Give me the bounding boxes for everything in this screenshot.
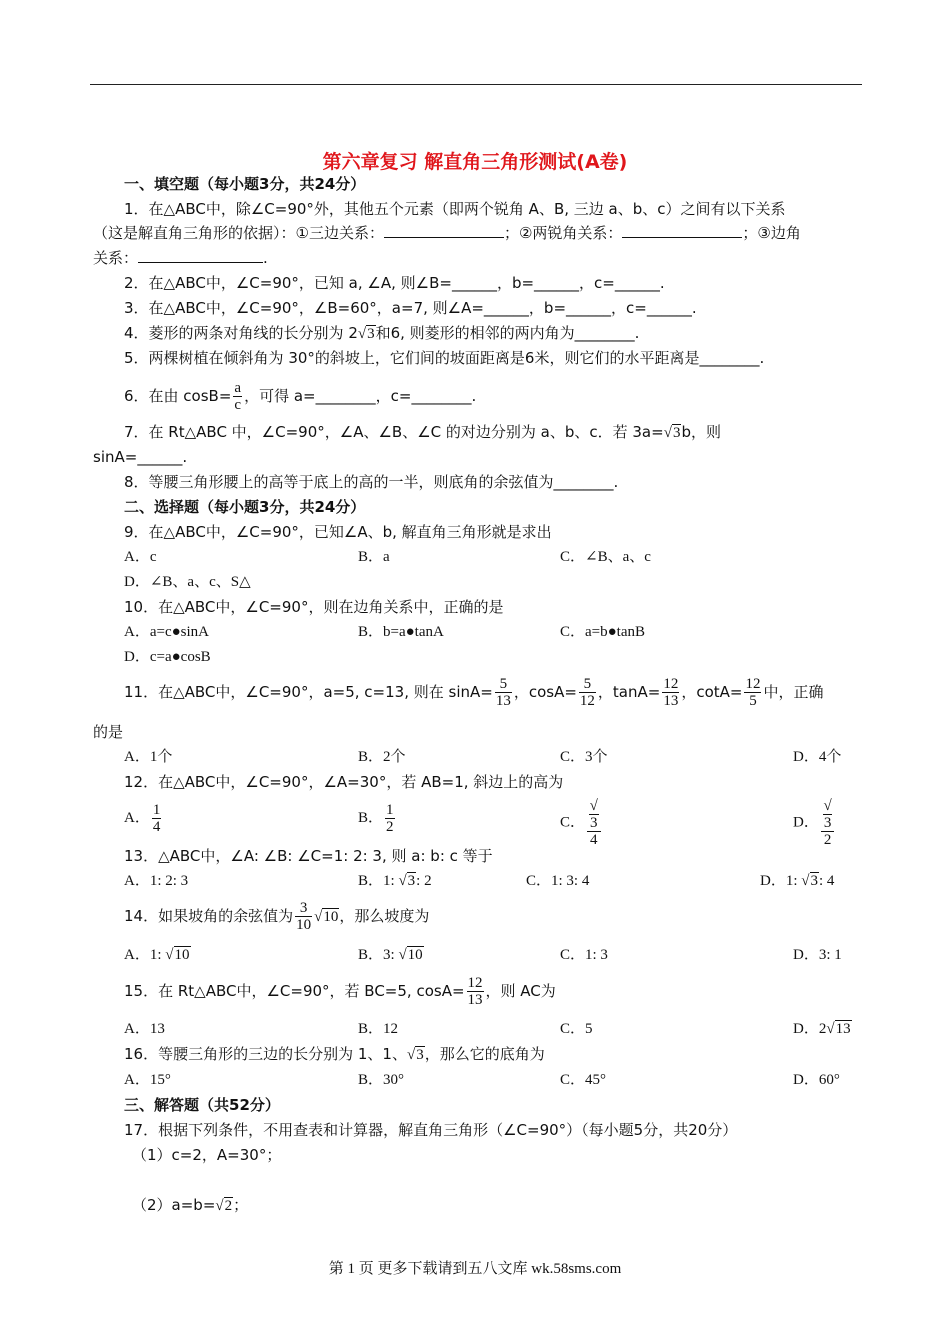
q9-stem: 9．在△ABC中，∠C=90°，已知∠A、b, 解直角三角形就是求出	[124, 523, 552, 541]
q11-f1-den: 13	[495, 693, 511, 709]
q11-stem	[124, 672, 823, 712]
q11-m3: ，cotA=	[681, 683, 743, 701]
q15-pre: 15．在 Rt△ABC中，∠C=90°，若 BC=5, cosA=	[124, 982, 465, 1000]
q17-stem: 17．根据下列条件，不用查表和计算器，解直角三角形（∠C=90°）（每小题5分，共20分）	[124, 1121, 738, 1139]
option-letter: B．	[358, 810, 384, 826]
q5: 5．两棵树植在倾斜角为 30°的斜坡上，它们间的坡面距离是6米，则它们的水平距离是________.	[124, 349, 765, 367]
q16-option-c[interactable]: C．45°	[560, 1072, 607, 1088]
answer-blank[interactable]	[138, 248, 263, 263]
q12-d-radicand: 3	[823, 815, 832, 831]
q16-option-d[interactable]: D．60°	[793, 1072, 840, 1088]
fraction	[579, 676, 596, 709]
q17-part1: （1）c=2，A=30°；	[132, 1146, 282, 1164]
q4-pre: 4．菱形的两条对角线的长分别为 2	[124, 324, 358, 342]
q12-c-den: 4	[590, 832, 598, 848]
q1-line3-text: 关系：	[93, 249, 139, 267]
q1-line2-text: （这是解直角三角形的依据）：①三边关系：	[93, 224, 384, 242]
sqrt-symbol: √3	[801, 873, 818, 889]
q15-den: 13	[467, 992, 483, 1008]
q1-line3	[93, 248, 268, 268]
q7-radicand: 3	[672, 425, 681, 441]
q14-den: 10	[296, 917, 312, 933]
q14-pre: 14．如果坡角的余弦值为	[124, 907, 294, 925]
q12-option-d[interactable]	[793, 798, 836, 848]
q9-option-d[interactable]: D．∠B、a、c、S△	[124, 574, 251, 590]
sqrt-symbol: √10	[165, 947, 190, 963]
q12-d-num: √ 3	[821, 798, 835, 832]
q11-f4-den: 5	[749, 693, 757, 709]
page-footer: 第 1 页 更多下载请到五八文库 wk.58sms.com	[328, 1261, 622, 1277]
option-letter: C．	[560, 814, 586, 831]
q4-radicand: 3	[367, 326, 375, 342]
q11-option-d[interactable]: D．4个	[793, 749, 842, 765]
q14-option-c[interactable]: C．1: 3	[560, 947, 608, 963]
q7-text2: b，则	[681, 423, 721, 441]
fraction	[152, 802, 162, 835]
q13-d-post: : 4	[819, 873, 835, 889]
q11-m1: ，cosA=	[513, 683, 577, 701]
q13-b-pre: B．1:	[358, 873, 399, 889]
option-letter: A．	[124, 810, 150, 826]
q14-post: ，那么坡度为	[339, 907, 430, 925]
q14-option-b[interactable]	[358, 945, 424, 965]
q12-a-num: 1	[152, 802, 161, 819]
q15-stem	[124, 971, 556, 1011]
q9-option-a[interactable]: A．c	[124, 549, 157, 565]
q12-d-den: 2	[823, 832, 832, 848]
fraction	[587, 798, 601, 848]
sqrt-symbol: √3	[357, 326, 375, 342]
q10-option-c[interactable]: C．a=b●tanB	[560, 624, 646, 640]
q11-option-b[interactable]: B．2个	[358, 749, 406, 765]
q13-b-radicand: 3	[407, 873, 416, 889]
q15-option-d[interactable]	[793, 1019, 852, 1039]
q15-num: 12	[467, 975, 483, 991]
q12-option-a[interactable]	[124, 798, 163, 838]
q14-b-pre: B．3:	[358, 947, 399, 963]
q4-post: 和6, 则菱形的相邻的两内角为________.	[375, 324, 640, 342]
q16-option-a[interactable]: A．15°	[124, 1072, 171, 1088]
sqrt-symbol: √3	[398, 873, 416, 889]
q15-option-c[interactable]: C．5	[560, 1021, 593, 1037]
q6	[124, 376, 476, 416]
q6-post: ，可得 a=________，c=________.	[244, 387, 477, 405]
q13-option-b[interactable]	[358, 871, 432, 891]
fraction	[821, 798, 835, 848]
q12-a-den: 4	[152, 819, 161, 836]
q17-part2	[132, 1195, 248, 1216]
q12-c-radicand: 3	[590, 815, 598, 831]
q16-stem	[124, 1044, 545, 1065]
q13-option-c[interactable]: C．1: 3: 4	[526, 873, 590, 889]
q9-option-c[interactable]: C．∠B、a、c	[560, 549, 651, 565]
q9-option-b[interactable]: B．a	[358, 549, 390, 565]
q14-radicand: 10	[323, 909, 339, 925]
sqrt-symbol: √10	[398, 947, 423, 963]
fraction	[385, 802, 395, 835]
q13-stem: 13．△ABC中，∠A: ∠B: ∠C=1: 2: 3, 则 a: b: c 等于	[124, 847, 493, 865]
q1-line1: 1．在△ABC中，除∠C=90°外，其他五个元素（即两个锐角 A、B, 三边 a、b、c）之间有以下关系	[124, 200, 786, 218]
q11-pre: 11．在△ABC中，∠C=90°，a=5, c=13, 则在 sinA=	[124, 683, 493, 701]
q14-num: 3	[295, 900, 312, 917]
section-solve: 三、解答题（共52分）	[124, 1096, 280, 1114]
q10-stem: 10．在△ABC中，∠C=90°，则在边角关系中，正确的是	[124, 598, 504, 616]
header-rule	[90, 84, 862, 85]
fraction	[495, 676, 512, 709]
q15-d-radicand: 13	[835, 1021, 851, 1037]
q1-line2	[93, 223, 801, 243]
q11-m2: ，tanA=	[597, 683, 661, 701]
q15-option-b[interactable]: B．12	[358, 1021, 399, 1037]
q2: 2．在△ABC中，∠C=90°，已知 a, ∠A, 则∠B=______，b=______，c=______.	[124, 274, 665, 292]
q7-text: 7．在 Rt△ABC 中，∠C=90°，∠A、∠B、∠C 的对边分别为 a、b、c．若 3a=	[124, 423, 664, 441]
q6-pre: 6．在由 cosB=	[124, 387, 232, 405]
q12-stem: 12．在△ABC中，∠C=90°，∠A=30°，若 AB=1, 斜边上的高为	[124, 773, 564, 791]
q14-option-d[interactable]: D．3: 1	[793, 947, 842, 963]
q16-pre: 16．等腰三角形的三边的长分别为 1、1、	[124, 1045, 407, 1063]
fraction	[295, 900, 312, 933]
q11-f2-num: 5	[579, 676, 596, 693]
q17-part2-post: ；	[233, 1196, 249, 1214]
page-title: 第六章复习 解直角三角形测试(A卷)	[322, 151, 628, 173]
q11-f1-num: 5	[495, 676, 512, 693]
q10-option-b[interactable]: B．b=a●tanA	[358, 624, 444, 640]
q13-d-radicand: 3	[810, 873, 818, 889]
q13-option-a[interactable]: A．1: 2: 3	[124, 873, 189, 889]
q7-line2: sinA=______.	[93, 448, 188, 466]
section-fill-in: 一、填空题（每小题3分，共24分）	[124, 175, 366, 193]
answer-blank[interactable]	[384, 223, 504, 238]
q11-f2-den: 12	[579, 693, 595, 709]
fraction	[662, 676, 679, 709]
q15-option-a[interactable]: A．13	[124, 1021, 165, 1037]
q17-part2-radicand: 2	[224, 1198, 233, 1214]
q13-b-post: : 2	[416, 873, 432, 889]
q16-post: ，那么它的底角为	[424, 1045, 545, 1063]
q14-b-radicand: 10	[407, 947, 423, 963]
fraction	[467, 975, 484, 1008]
q4	[124, 323, 639, 344]
sqrt-symbol: √3	[663, 425, 681, 441]
q12-c-num: √ 3	[587, 798, 601, 832]
q15-post: ，则 AC为	[485, 982, 556, 1000]
q11-f3-den: 13	[663, 693, 679, 709]
q6-den: c	[234, 397, 242, 413]
q14-a-pre: A．1:	[124, 947, 166, 963]
q12-b-num: 1	[386, 802, 394, 819]
q17-part2-pre: （2）a=b=	[132, 1196, 216, 1214]
q12-option-c[interactable]	[560, 798, 603, 848]
q11-option-c[interactable]: C．3个	[560, 749, 608, 765]
q14-option-a[interactable]	[124, 945, 191, 965]
q15-d-pre: D．2	[793, 1021, 827, 1037]
q6-num: a	[234, 380, 242, 396]
q11-f3-num: 12	[663, 676, 679, 692]
answer-blank[interactable]	[622, 223, 742, 238]
q11-option-a[interactable]: A．1个	[124, 749, 173, 765]
q14-a-radicand: 10	[174, 947, 190, 963]
fraction	[744, 676, 761, 709]
q12-option-b[interactable]	[358, 798, 397, 838]
q1-line3-end: .	[263, 249, 268, 267]
sqrt-symbol: √10	[314, 909, 339, 925]
q8: 8．等腰三角形腰上的高等于底上的高的一半，则底角的余弦值为________.	[124, 473, 619, 491]
sqrt-symbol: √13	[826, 1021, 851, 1037]
q1-line2-text2: ；②两锐角关系：	[503, 224, 623, 242]
q11-stem-cont: 的是	[93, 723, 124, 741]
q3: 3．在△ABC中，∠C=90°，∠B=60°，a=7, 则∠A=______，b=______，c=______.	[124, 299, 697, 317]
q16-radicand: 3	[416, 1047, 424, 1063]
q10-option-d[interactable]: D．c=a●cosB	[124, 649, 211, 665]
section-choice: 二、选择题（每小题3分，共24分）	[124, 498, 366, 516]
q11-f4-num: 12	[745, 676, 761, 692]
sqrt-symbol: √2	[215, 1198, 233, 1214]
q16-option-b[interactable]: B．30°	[358, 1072, 405, 1088]
q13-d-pre: D．1:	[760, 873, 802, 889]
sqrt-symbol: √3	[406, 1047, 424, 1063]
q11-post: 中，正确	[763, 683, 824, 701]
q7-line1	[124, 422, 721, 443]
q10-option-a[interactable]: A．a=c●sinA	[124, 624, 210, 640]
q13-option-d[interactable]	[760, 871, 834, 891]
option-letter: D．	[793, 814, 819, 831]
q12-b-den: 2	[386, 819, 394, 836]
q1-line2-text3: ；③边角	[742, 224, 801, 242]
fraction	[233, 380, 242, 413]
q14-stem	[124, 896, 429, 937]
